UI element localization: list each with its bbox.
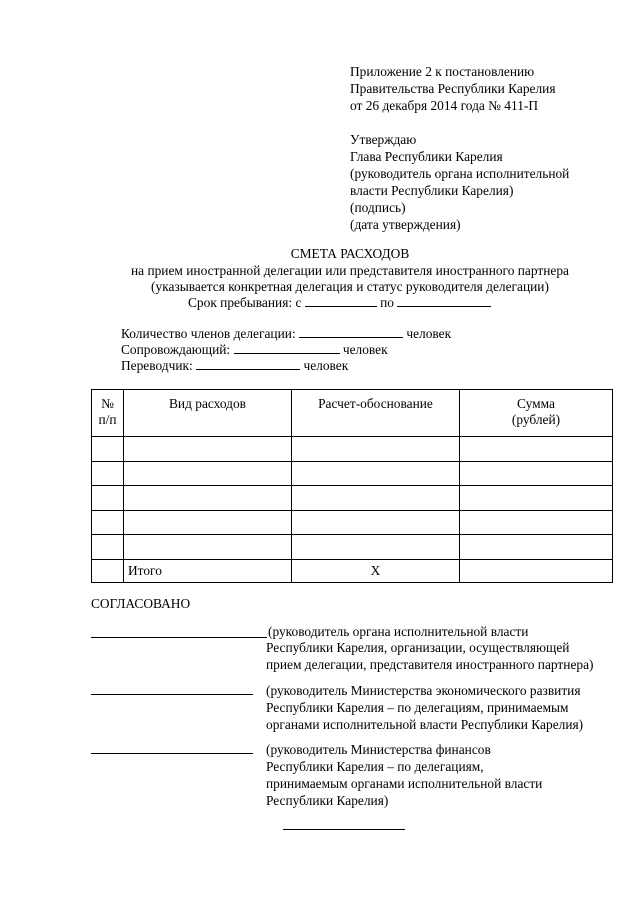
table-cell[interactable] [124, 461, 292, 486]
table-cell[interactable] [124, 486, 292, 511]
caption-line: принимаемым органами исполнительной власти [266, 776, 543, 791]
table-header-row [92, 390, 613, 437]
escort-blank[interactable] [234, 341, 340, 354]
members-blank[interactable] [299, 325, 403, 338]
signatory-3-caption [266, 741, 542, 809]
translator-label: Переводчик: [121, 358, 193, 373]
total-mark: X [292, 559, 460, 582]
stay-from-blank[interactable] [305, 294, 377, 307]
signatory-1-caption [268, 623, 528, 640]
approval-line: Глава Республики Карелия [350, 149, 503, 164]
table-cell[interactable] [124, 510, 292, 535]
table-cell[interactable] [292, 535, 460, 560]
signature-line[interactable] [91, 753, 253, 754]
approval-line: Утверждаю [350, 132, 417, 147]
table-row [92, 486, 613, 511]
table-cell[interactable] [124, 535, 292, 560]
stay-prefix: Срок пребывания: с [188, 295, 302, 310]
table-cell[interactable] [292, 486, 460, 511]
table-row [92, 510, 613, 535]
table-row [92, 437, 613, 462]
table-cell[interactable] [460, 535, 613, 560]
members-unit: человек [406, 326, 452, 341]
table-cell[interactable] [292, 461, 460, 486]
escort-unit: человек [342, 342, 388, 357]
caption-line: органами исполнительной власти Республики Карелия) [266, 717, 584, 732]
caption-line: Республики Карелия – по делегациям, [266, 759, 484, 774]
caption-line: (руководитель Министерства экономического развития [266, 683, 581, 698]
header-number: № п/п [92, 390, 124, 437]
signatory-2-caption [266, 682, 583, 733]
header-amount: Сумма (рублей) [460, 390, 613, 437]
caption-line: (руководитель Министерства финансов [266, 742, 491, 757]
header-expense-type: Вид расходов [124, 390, 292, 437]
stay-mid: по [380, 295, 394, 310]
stay-to-blank[interactable] [397, 294, 491, 307]
table-total-row [92, 559, 613, 582]
title-subline: на прием иностранной делегации или представителя иностранного партнера [130, 263, 569, 278]
signature-line[interactable] [91, 694, 253, 695]
table-row [92, 461, 613, 486]
table-cell[interactable] [92, 535, 124, 560]
members-field [121, 325, 451, 342]
expense-table [91, 389, 613, 583]
approval-line: (подпись) [350, 200, 406, 215]
approval-block [350, 131, 569, 233]
appendix-line: от 26 декабря 2014 года № 411-П [350, 98, 539, 113]
caption-line: Республики Карелия) [266, 793, 389, 808]
table-cell[interactable] [92, 461, 124, 486]
table-cell[interactable] [92, 510, 124, 535]
table-cell[interactable] [292, 510, 460, 535]
table-cell[interactable] [92, 437, 124, 462]
caption-line: (руководитель органа исполнительной власти [268, 624, 529, 639]
escort-label: Сопровождающий: [121, 342, 231, 357]
caption-line: Республики Карелия, организации, осуществляющей [266, 640, 570, 655]
translator-blank[interactable] [196, 357, 300, 370]
agreed-title: СОГЛАСОВАНО [91, 596, 191, 611]
total-amount-cell[interactable] [460, 559, 613, 582]
caption-line: Республики Карелия – по делегациям, принимаемым [266, 700, 569, 715]
translator-unit: человек [303, 358, 349, 373]
table-cell[interactable] [124, 437, 292, 462]
caption-line: прием делегации, представителя иностранного партнера) [266, 657, 594, 672]
total-label: Итого [124, 559, 292, 582]
stay-period [188, 294, 491, 311]
table-cell[interactable] [460, 437, 613, 462]
signature-line[interactable] [283, 829, 405, 830]
title-subline: (указывается конкретная делегация и статус руководителя делегации) [151, 279, 549, 294]
approval-line: (руководитель органа исполнительной [350, 166, 570, 181]
header-justification: Расчет-обоснование [292, 390, 460, 437]
table-cell[interactable] [92, 486, 124, 511]
appendix-line: Приложение 2 к постановлению [350, 64, 535, 79]
document-title: СМЕТА РАСХОДОВ [290, 246, 410, 261]
table-cell[interactable] [460, 461, 613, 486]
members-label: Количество членов делегации: [121, 326, 296, 341]
table-row [92, 535, 613, 560]
appendix-line: Правительства Республики Карелия [350, 81, 556, 96]
approval-line: власти Республики Карелия) [350, 183, 514, 198]
appendix-block [350, 63, 555, 114]
signatory-1-caption-cont [266, 639, 594, 673]
signature-line[interactable] [91, 637, 267, 638]
escort-field [121, 341, 388, 358]
translator-field [121, 357, 348, 374]
approval-line: (дата утверждения) [350, 217, 461, 232]
table-cell[interactable] [292, 437, 460, 462]
table-cell[interactable] [460, 510, 613, 535]
table-cell[interactable] [460, 486, 613, 511]
table-cell [92, 559, 124, 582]
